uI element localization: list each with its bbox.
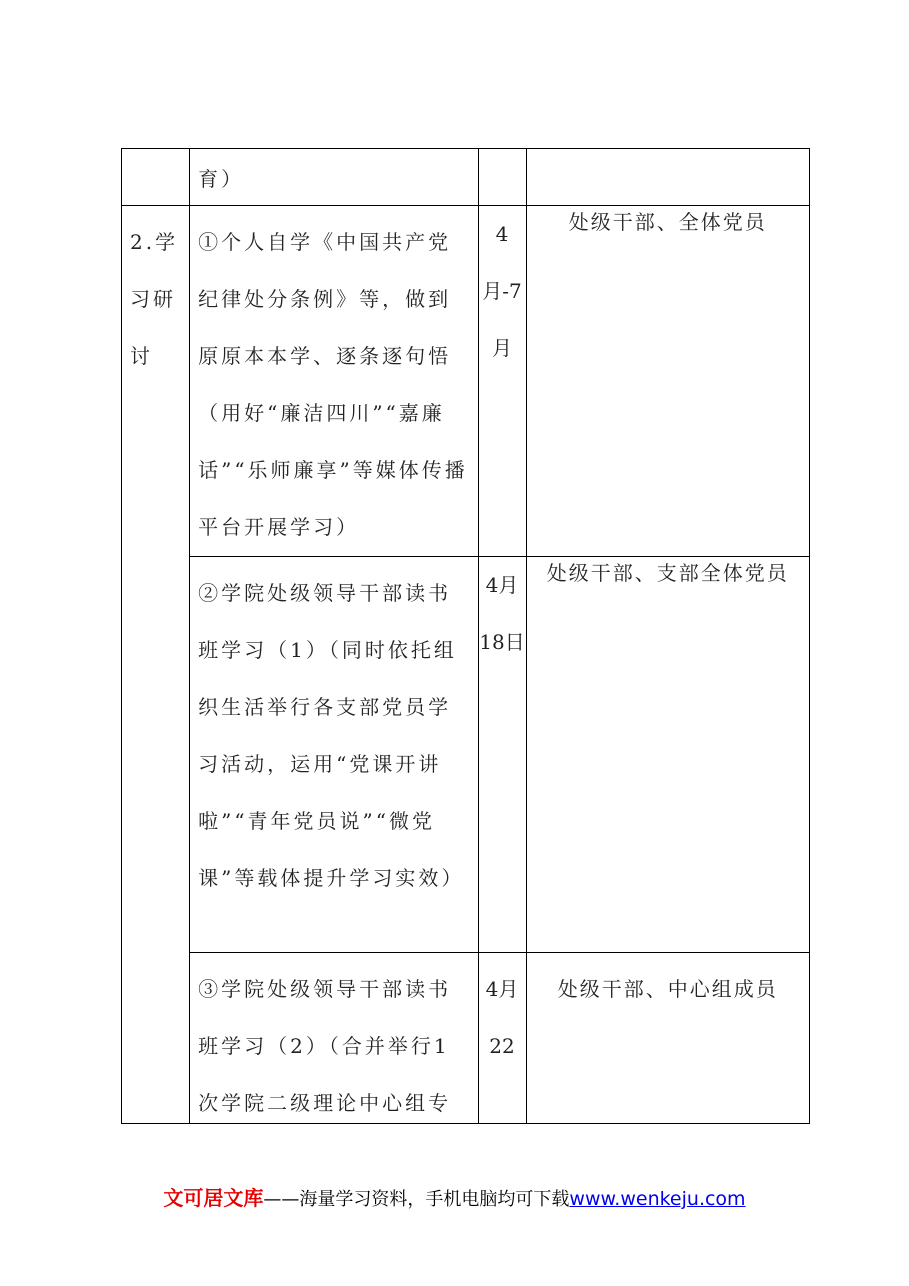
table-row (122, 557, 810, 953)
date-cell (478, 953, 526, 1124)
item-content: ①个人自学《中国共产党纪律处分条例》等，做到原原本本学、逐条逐句悟（用好“廉洁四川”“嘉廉话”“乐师廉享”等媒体传播平台开展学习） (198, 230, 468, 539)
date-cell (478, 206, 526, 557)
category-cell (122, 149, 190, 206)
content-cell (190, 953, 478, 1124)
item-content: ③学院处级领导干部读书班学习（2）（合并举行1次学院二级理论中心组专 (198, 977, 452, 1115)
table-row (122, 953, 810, 1124)
item-date: 4月-7月 (482, 222, 522, 360)
table-row (122, 206, 810, 557)
content-cell: 育） (190, 149, 478, 206)
item-target: 处级干部、全体党员 (568, 210, 767, 234)
item-date: 4月18日 (479, 573, 525, 654)
content-cell (190, 206, 478, 557)
page-footer (0, 1182, 909, 1211)
date-cell (478, 149, 526, 206)
content-cell (190, 557, 478, 953)
target-cell (526, 206, 809, 557)
target-cell (526, 557, 809, 953)
item-target: 处级干部、中心组成员 (557, 977, 778, 1001)
plan-table (121, 148, 810, 1124)
table-row (122, 149, 810, 206)
target-cell (526, 953, 809, 1124)
date-cell (478, 557, 526, 953)
item-date: 4月22 (485, 977, 519, 1058)
target-cell (526, 149, 809, 206)
item-target: 处级干部、支部全体党员 (546, 561, 789, 585)
footer-brand: 文可居文库 (163, 1186, 264, 1210)
footer-link[interactable]: www.wenkeju.com (569, 1188, 746, 1210)
category-cell (122, 206, 190, 1124)
category-label: 2.学习研讨 (130, 230, 179, 368)
item-content: ②学院处级领导干部读书班学习（1）（同时依托组织生活举行各支部党员学习活动，运用“党课开讲啦”“青年党员说”“微党课”等载体提升学习实效） (198, 581, 465, 890)
footer-tagline: ——海量学习资料，手机电脑均可下载 (263, 1189, 570, 1210)
